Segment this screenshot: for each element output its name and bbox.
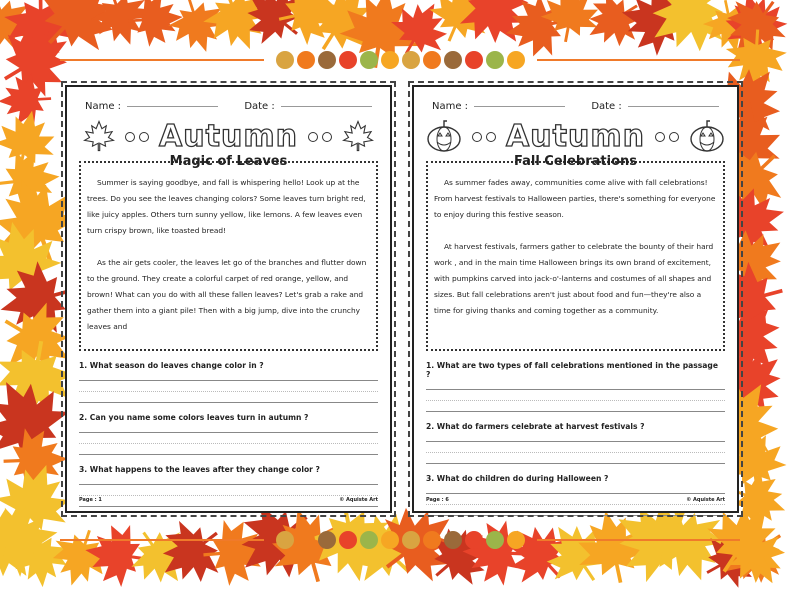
- autumn-icon: [339, 531, 357, 549]
- question-3: 3. What happens to the leaves after they change color ?: [79, 465, 320, 474]
- page-number: Page : 1: [79, 497, 102, 503]
- autumn-icon: [444, 531, 462, 549]
- passage-title: Magic of Leaves: [169, 154, 288, 169]
- answer-line[interactable]: [79, 506, 378, 507]
- autumn-icon: [402, 531, 420, 549]
- autumn-icon: [297, 531, 315, 549]
- autumn-icon: [276, 531, 294, 549]
- autumn-icon: [297, 51, 315, 69]
- question-3: 3. What do children do during Halloween ?: [426, 474, 609, 483]
- worksheet-fall-celebrations: [412, 85, 739, 513]
- name-label: Name :: [432, 101, 469, 112]
- date-field[interactable]: [628, 106, 719, 107]
- name-label: Name :: [85, 101, 122, 112]
- worksheet-magic-of-leaves: [65, 85, 392, 513]
- worksheet-title: Autumn: [159, 118, 298, 154]
- answer-line[interactable]: [79, 484, 378, 485]
- autumn-icon: [423, 51, 441, 69]
- paragraph: Summer is saying goodbye, and fall is whispering hello! Look up at the trees. Do you see the leaves changing colors? Some leaves turn bright red, like juicy apples. Others turn sunny yellow, like lemons. A few leaves even turn crispy brown, like toasted bread!: [87, 178, 366, 235]
- date-label: Date :: [591, 101, 622, 112]
- autumn-icon: [402, 51, 420, 69]
- paragraph: As summer fades away, communities come alive with fall celebrations! From harvest festivals to Halloween parties, there's something for everyone to enjoy during this festive season.: [434, 178, 716, 219]
- answer-line[interactable]: [426, 411, 725, 412]
- answer-line[interactable]: [79, 380, 378, 381]
- question-1: 1. What season do leaves change color in ?: [79, 361, 264, 370]
- answer-line[interactable]: [426, 389, 725, 390]
- autumn-icon: [423, 531, 441, 549]
- name-field[interactable]: [127, 106, 218, 107]
- answer-line[interactable]: [79, 432, 378, 433]
- autumn-icon: [486, 51, 504, 69]
- autumn-icon: [465, 51, 483, 69]
- reading-passage: [79, 161, 378, 351]
- brand-name: Aquiste Art: [693, 497, 725, 503]
- bottom-decoration-strip: [60, 528, 740, 552]
- autumn-icon: [360, 51, 378, 69]
- page-number: Page : 6: [426, 497, 449, 503]
- maple-leaf-icon: [83, 119, 115, 153]
- autumn-icon: [507, 531, 525, 549]
- answer-line[interactable]: [426, 515, 725, 516]
- maple-leaf-icon: [342, 119, 374, 153]
- answer-line[interactable]: [426, 463, 725, 464]
- answer-line[interactable]: [79, 454, 378, 455]
- question-2: 2. What do farmers celebrate at harvest festivals ?: [426, 422, 645, 431]
- copyright-icon: ©: [686, 497, 692, 503]
- autumn-icon: [486, 531, 504, 549]
- brand-name: Aquiste Art: [346, 497, 378, 503]
- answer-line[interactable]: [426, 441, 725, 442]
- autumn-icon: [444, 51, 462, 69]
- question-2: 2. Can you name some colors leaves turn in autumn ?: [79, 413, 309, 422]
- autumn-icon: [318, 51, 336, 69]
- reading-passage: [426, 161, 725, 351]
- autumn-icon: [381, 531, 399, 549]
- question-1: 1. What are two types of fall celebrations mentioned in the passage ?: [426, 361, 719, 379]
- answer-line[interactable]: [426, 493, 725, 494]
- jack-o-lantern-icon: [426, 119, 462, 153]
- date-label: Date :: [244, 101, 275, 112]
- autumn-icon: [381, 51, 399, 69]
- autumn-icon: [339, 51, 357, 69]
- passage-title: Fall Celebrations: [513, 154, 638, 169]
- paragraph: As the air gets cooler, the leaves let go of the branches and flutter down to the ground. They create a colorful carpet of red orange, yellow, and brown! What can you do with all these fallen leaves? Let's grab a rake and gather them into a giant pile! Then with a big jump, dive into the crunchy leaves and: [87, 258, 367, 331]
- paragraph: At harvest festivals, farmers gather to celebrate the bounty of their hard work , and in the main time Halloween brings its own brand of excitement, with pumpkins carved into jack-o'-lanterns and costumes of all shapes and sizes. But fall celebrations aren't just about food and fun—they're also a time for giving thanks and coming together as a community.: [434, 242, 714, 315]
- autumn-icon: [465, 531, 483, 549]
- top-decoration-strip: [60, 48, 740, 72]
- worksheet-title: Autumn: [506, 118, 645, 154]
- jack-o-lantern-icon: [689, 119, 725, 153]
- autumn-icon: [318, 531, 336, 549]
- name-field[interactable]: [474, 106, 565, 107]
- answer-line[interactable]: [79, 402, 378, 403]
- date-field[interactable]: [281, 106, 372, 107]
- autumn-icon: [507, 51, 525, 69]
- copyright-icon: ©: [339, 497, 345, 503]
- autumn-icon: [276, 51, 294, 69]
- autumn-icon: [360, 531, 378, 549]
